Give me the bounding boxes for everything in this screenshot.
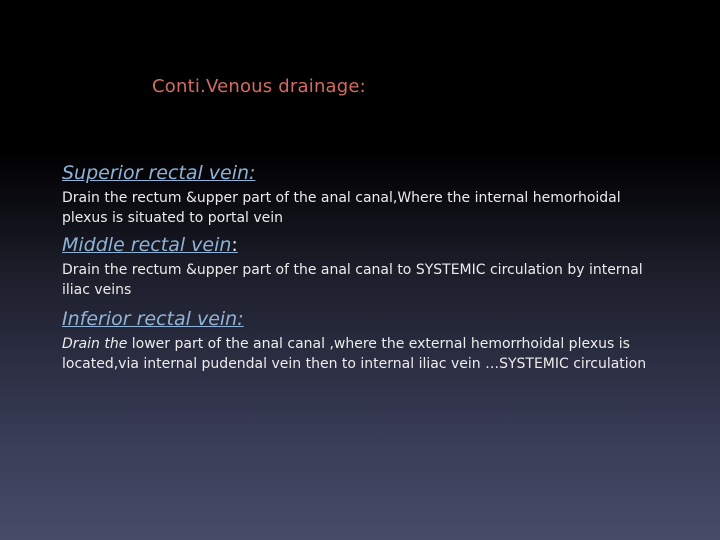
section-heading	[62, 308, 662, 331]
section-middle-rectal-vein	[62, 234, 662, 300]
section-inferior-rectal-vein	[62, 308, 662, 374]
section-heading	[62, 234, 662, 257]
section-superior-rectal-vein	[62, 162, 662, 228]
section-heading	[62, 162, 662, 185]
text-rest: lower part of the anal canal ,where the external hemorrhoidal plexus is located,via internal pudendal vein then to internal iliac vein …SYSTEMIC circulation	[62, 336, 647, 372]
section-text	[62, 334, 662, 374]
section-text: Drain the rectum &upper part of the anal canal to SYSTEMIC circulation by internal iliac veins	[62, 262, 643, 298]
heading-text: Superior rectal vein:	[62, 162, 256, 184]
heading-text: Middle rectal vein	[62, 234, 232, 256]
heading-colon: :	[231, 234, 238, 256]
slide-title: Conti.Venous drainage:	[152, 76, 366, 97]
text-lead: Drain the	[62, 336, 128, 352]
section-text: Drain the rectum &upper part of the anal canal,Where the internal hemorhoidal plexus is situated to portal vein	[62, 190, 621, 226]
heading-text: Inferior rectal vein:	[62, 308, 244, 330]
